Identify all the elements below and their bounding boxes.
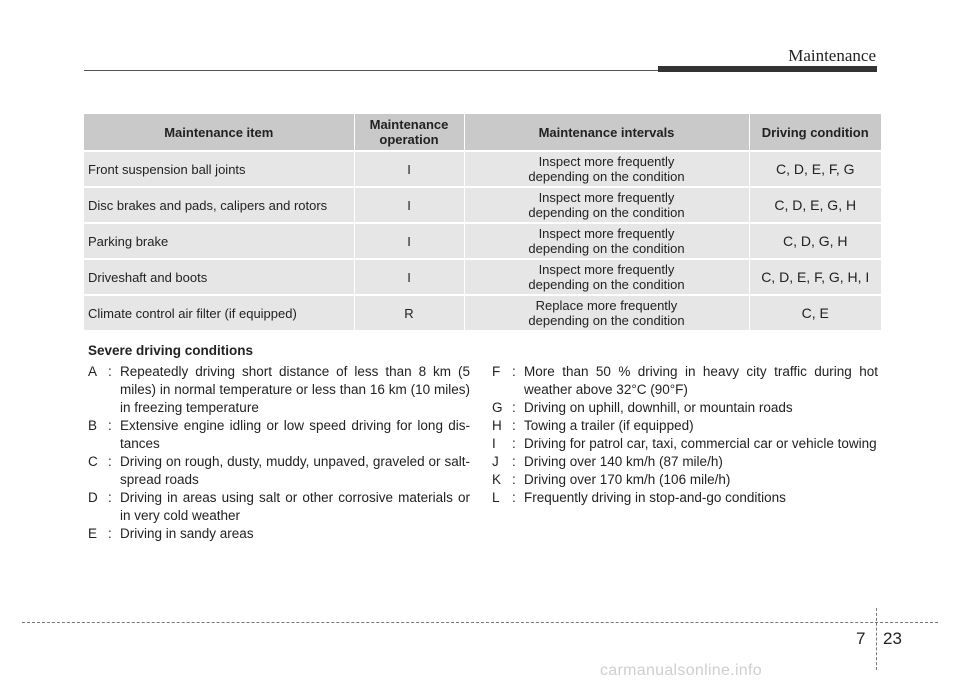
condition-letter: A [88,364,98,379]
cell-operation: I [354,223,464,259]
cell-item: Parking brake [84,223,354,259]
maintenance-table [84,114,881,330]
condition-letter: F [492,364,501,379]
footer-vertical-divider [876,608,877,670]
interval-line: depending on the condition [528,277,685,292]
condition-separator: : [108,364,112,379]
condition-letter: J [492,454,499,469]
condition-separator: : [512,436,516,451]
cell-interval [464,151,749,187]
interval-line: Inspect more frequently [538,262,675,277]
interval-line: depending on the condition [528,313,685,328]
column-header-intervals: Maintenance intervals [464,114,749,151]
interval-line: Inspect more frequently [538,190,675,205]
condition-text: Frequently driving in stop-and-go conditions [524,490,786,505]
condition-text: Repeatedly driving short distance of less than 8 km (5 miles) in normal temperature or less than 16 km (10 miles) in freezing temperature [120,364,470,415]
condition-item [88,417,470,453]
condition-item [492,489,878,507]
condition-item [88,453,470,489]
cell-interval [464,295,749,330]
conditions-right-column [492,363,878,507]
cell-interval [464,259,749,295]
condition-text: More than 50 % driving in heavy city traffic during hot weather above 32°C (90°F) [524,364,878,397]
condition-letter: H [492,418,502,433]
condition-item [492,435,878,453]
condition-separator: : [512,400,516,415]
cell-item: Driveshaft and boots [84,259,354,295]
cell-item: Front suspension ball joints [84,151,354,187]
condition-letter: E [88,526,98,541]
condition-item [492,471,878,489]
footer-divider [22,622,938,623]
interval-line: depending on the condition [528,169,685,184]
cell-operation: I [354,187,464,223]
conditions-heading: Severe driving conditions [88,343,254,358]
condition-letter: D [88,490,98,505]
cell-operation: R [354,295,464,330]
condition-text: Driving in areas using salt or other corrosive materials or in very cold weather [120,490,470,523]
condition-separator: : [108,490,112,505]
condition-item [492,453,878,471]
header-rule-thick [658,66,877,72]
condition-text: Driving on rough, dusty, muddy, unpaved, graveled or salt-spread roads [120,454,470,487]
cell-condition: C, D, E, F, G, H, I [749,259,881,295]
column-header-item: Maintenance item [84,114,354,151]
condition-separator: : [512,364,516,379]
table-row [84,223,881,259]
condition-letter: B [88,418,98,433]
interval-line: depending on the condition [528,205,685,220]
condition-text: Driving on uphill, downhill, or mountain roads [524,400,793,415]
condition-separator: : [512,472,516,487]
cell-condition: C, D, E, F, G [749,151,881,187]
condition-separator: : [512,454,516,469]
interval-line: depending on the condition [528,241,685,256]
interval-line: Inspect more frequently [538,154,675,169]
condition-separator: : [108,418,112,433]
cell-operation: I [354,259,464,295]
conditions-left-column [88,363,470,543]
condition-letter: C [88,454,98,469]
cell-condition: C, D, E, G, H [749,187,881,223]
watermark-text: carmanualsonline.info [600,662,762,679]
interval-line: Inspect more frequently [538,226,675,241]
condition-item [88,525,470,543]
condition-text: Driving over 170 km/h (106 mile/h) [524,472,731,487]
condition-item [88,489,470,525]
interval-line: Replace more frequently [535,298,678,313]
cell-interval [464,223,749,259]
condition-separator: : [512,418,516,433]
condition-text: Driving over 140 km/h (87 mile/h) [524,454,723,469]
section-title: Maintenance [788,46,876,65]
column-header-condition: Driving condition [749,114,881,151]
chapter-number: 7 [856,629,866,648]
condition-letter: I [492,436,496,451]
condition-letter: G [492,400,503,415]
cell-item: Disc brakes and pads, calipers and rotors [84,187,354,223]
condition-text: Towing a trailer (if equipped) [524,418,694,433]
condition-text: Driving in sandy areas [120,526,254,541]
table-row [84,187,881,223]
cell-item: Climate control air filter (if equipped) [84,295,354,330]
condition-item [88,363,470,417]
table-row [84,151,881,187]
condition-text: Driving for patrol car, taxi, commercial car or vehicle towing [524,436,877,451]
cell-interval [464,187,749,223]
condition-separator: : [108,526,112,541]
condition-separator: : [512,490,516,505]
condition-item [492,399,878,417]
cell-condition: C, E [749,295,881,330]
table-row [84,295,881,330]
column-header-operation: Maintenance operation [354,114,464,151]
condition-item [492,417,878,435]
condition-letter: L [492,490,500,505]
condition-separator: : [108,454,112,469]
table-header-row [84,114,881,151]
table-row [84,259,881,295]
cell-operation: I [354,151,464,187]
condition-letter: K [492,472,502,487]
condition-text: Extensive engine idling or low speed driving for long dis-tances [120,418,470,451]
header-rule [84,70,664,71]
cell-condition: C, D, G, H [749,223,881,259]
condition-item [492,363,878,399]
page-number: 23 [883,629,902,648]
